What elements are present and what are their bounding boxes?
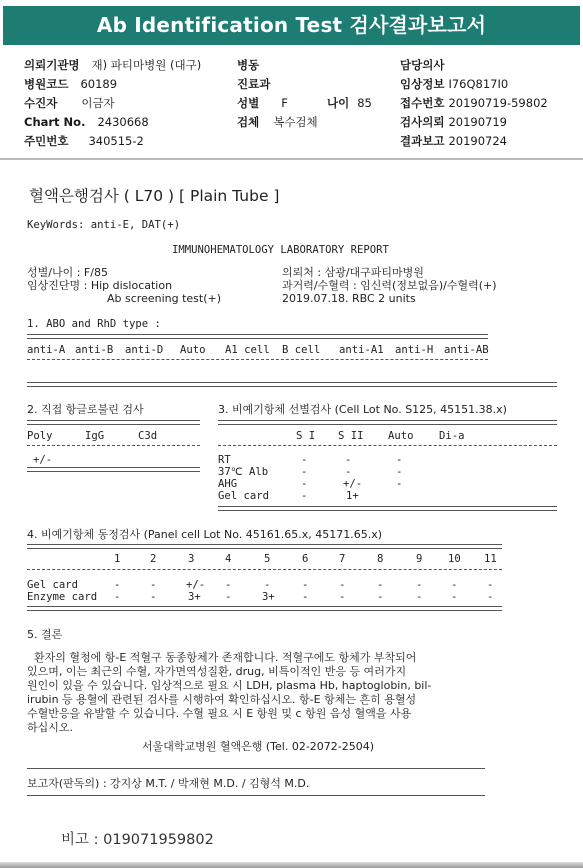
conclusion-line: 있으며, 이는 최근의 수혈, 자가면역성질환, drug, 비특이적인 반응 등 여러가지 xyxy=(27,665,407,678)
double-rule xyxy=(27,382,557,387)
screen-header: S I xyxy=(296,430,316,442)
header-divider xyxy=(0,158,583,160)
report-title: 혈액은행검사 ( L70 ) [ Plain Tube ] xyxy=(29,187,280,205)
abo-header: anti-B xyxy=(75,344,114,356)
panel-col: 7 xyxy=(339,553,346,565)
dat-header: C3d xyxy=(138,430,158,442)
separator-line xyxy=(27,795,485,796)
screen-value: - xyxy=(301,466,308,478)
panel-value: - xyxy=(302,579,309,591)
double-rule xyxy=(27,334,488,339)
panel-value: - xyxy=(225,579,232,591)
dat-value: +/- xyxy=(33,454,53,466)
panel-value: - xyxy=(339,591,346,603)
screen-section-title: 3. 비예기항체 선별검사 (Cell Lot No. S125, 45151.38.x) xyxy=(218,403,507,416)
panel-value: - xyxy=(451,579,458,591)
abo-header: anti-H xyxy=(395,344,434,356)
screen-value: - xyxy=(345,454,352,466)
requester: 의뢰처 : 삼광/대구파티마병원 xyxy=(282,266,424,279)
panel-col: 11 xyxy=(484,553,497,565)
abo-header: anti-AB xyxy=(444,344,489,356)
abo-header: Auto xyxy=(180,344,206,356)
screen-phase: 37℃ Alb xyxy=(218,466,269,478)
hospital-contact: 서울대학교병원 혈액은행 (Tel. 02-2072-2504) xyxy=(142,740,375,753)
screen-value: - xyxy=(301,490,308,502)
dashed-rule xyxy=(27,445,200,446)
panel-value: - xyxy=(225,591,232,603)
header-row: 접수번호 20190719-59802 xyxy=(400,96,548,110)
conclusion-line: 원인이 있을 수 있습니다. 임상적으로 필요 시 LDH, plasma Hb, haptoglobin, bil- xyxy=(27,679,432,692)
dat-section-title: 2. 직접 항글로불린 검사 xyxy=(27,403,144,416)
abo-section-title: 1. ABO and RhD type : xyxy=(27,318,161,330)
screen-value: - xyxy=(345,466,352,478)
panel-col: 6 xyxy=(302,553,309,565)
conclusion-line: irubin 등 용혈에 관련된 검사를 시행하여 확인하십시오. 항-E 항체는 흔히 용혈성 xyxy=(27,693,417,706)
panel-col: 1 xyxy=(114,553,121,565)
screen-value: - xyxy=(396,478,403,490)
dashed-rule xyxy=(27,359,488,360)
header-row: 진료과 xyxy=(237,77,271,91)
report-banner-title: Ab Identification Test 검사결과보고서 xyxy=(3,6,580,45)
panel-section-title: 4. 비예기항체 동정검사 (Panel cell Lot No. 45161.65.x, 45171.65.x) xyxy=(27,528,383,541)
rbc-transfusion: 2019.07.18. RBC 2 units xyxy=(282,292,416,305)
panel-value: - xyxy=(487,579,494,591)
dat-header: Poly xyxy=(27,430,53,442)
panel-value: - xyxy=(451,591,458,603)
diagnosis: 임상진단명 : Hip dislocation xyxy=(27,279,173,292)
panel-col: 9 xyxy=(416,553,423,565)
header-row: 성별 F xyxy=(237,96,288,110)
conclusion-title: 5. 결론 xyxy=(27,628,63,641)
panel-value: - xyxy=(377,591,384,603)
abo-header: A1 cell xyxy=(225,344,270,356)
screen-phase: Gel card xyxy=(218,490,270,502)
header-row: 임상정보 I76Q817I0 xyxy=(400,77,509,91)
panel-value: - xyxy=(339,579,346,591)
panel-value: - xyxy=(150,591,157,603)
panel-value: +/- xyxy=(186,579,206,591)
remarks: 비고 : 019071959802 xyxy=(61,832,214,848)
screen-value: - xyxy=(301,478,308,490)
dashed-rule xyxy=(27,569,502,570)
panel-value: - xyxy=(416,591,423,603)
double-rule xyxy=(27,420,200,425)
abo-header: B cell xyxy=(282,344,321,356)
header-row: 나이 85 xyxy=(327,96,372,110)
screen-value: - xyxy=(396,466,403,478)
conclusion-line: 하십시오. xyxy=(27,721,74,734)
header-row: 의뢰기관명 재) 파티마병원 (대구) xyxy=(24,58,202,72)
panel-row-label: Enzyme card xyxy=(27,591,98,603)
panel-value: - xyxy=(264,579,271,591)
header-row: 검사의뢰 20190719 xyxy=(400,115,507,129)
screen-value: 1+ xyxy=(346,490,359,502)
panel-value: 3+ xyxy=(188,591,201,603)
screen-phase: AHG xyxy=(218,478,238,490)
keywords: KeyWords: anti-E, DAT(+) xyxy=(27,219,181,231)
double-rule xyxy=(218,506,557,511)
panel-col: 10 xyxy=(448,553,461,565)
conclusion-line: 환자의 혈청에 항-E 적혈구 동종항체가 존재합니다. 적혈구에도 항체가 부착되어 xyxy=(27,651,417,664)
header-row: 병동 xyxy=(237,58,260,72)
dashed-rule xyxy=(218,445,557,446)
abo-header: anti-A1 xyxy=(339,344,384,356)
conclusion-line: 수혈반응을 유발할 수 있습니다. 수혈 필요 시 E 항원 및 c 항원 음성 혈액을 사용 xyxy=(27,707,412,720)
panel-value: - xyxy=(377,579,384,591)
header-row: 검체 복수검체 xyxy=(237,115,318,129)
reporters: 보고자(판독의) : 강지상 M.T. / 박재현 M.D. / 김형석 M.D. xyxy=(27,777,310,790)
lab-title: IMMUNOHEMATOLOGY LABORATORY REPORT xyxy=(172,244,389,256)
abo-header: anti-A xyxy=(27,344,66,356)
double-rule xyxy=(27,467,200,472)
panel-col: 2 xyxy=(150,553,157,565)
screen-header: Auto xyxy=(388,430,414,442)
screen-phase: RT xyxy=(218,454,231,466)
header-row: 주민번호 340515-2 xyxy=(24,134,144,148)
panel-col: 8 xyxy=(377,553,384,565)
double-rule xyxy=(27,606,502,611)
transfusion-history: 과거력/수혈력 : 임신력(정보없음)/수혈력(+) xyxy=(282,279,497,292)
dat-header: IgG xyxy=(85,430,105,442)
screen-header: Di-a xyxy=(439,430,465,442)
panel-value: - xyxy=(487,591,494,603)
header-row: 병원코드 60189 xyxy=(24,77,118,91)
screen-value: +/- xyxy=(343,478,363,490)
panel-value: - xyxy=(302,591,309,603)
panel-col: 5 xyxy=(264,553,271,565)
panel-value: - xyxy=(416,579,423,591)
patient-sex-age: 성별/나이 : F/85 xyxy=(27,266,108,279)
panel-row-label: Gel card xyxy=(27,579,79,591)
screen-header: S II xyxy=(338,430,364,442)
header-row: 결과보고 20190724 xyxy=(400,134,507,148)
page-bottom-edge xyxy=(0,862,583,868)
header-row: 수진자 이금자 xyxy=(24,96,115,110)
header-row: 담당의사 xyxy=(400,58,445,72)
panel-value: - xyxy=(114,591,121,603)
header-row: Chart No. 2430668 xyxy=(24,115,149,129)
diagnosis-2: Ab screening test(+) xyxy=(107,292,222,305)
panel-col: 4 xyxy=(225,553,232,565)
double-rule xyxy=(218,420,557,425)
separator-line xyxy=(27,768,485,769)
screen-value: - xyxy=(301,454,308,466)
panel-value: 3+ xyxy=(262,591,275,603)
screen-value: - xyxy=(396,454,403,466)
double-rule xyxy=(27,544,502,549)
abo-header: anti-D xyxy=(125,344,164,356)
panel-col: 3 xyxy=(188,553,195,565)
panel-value: - xyxy=(150,579,157,591)
panel-value: - xyxy=(114,579,121,591)
